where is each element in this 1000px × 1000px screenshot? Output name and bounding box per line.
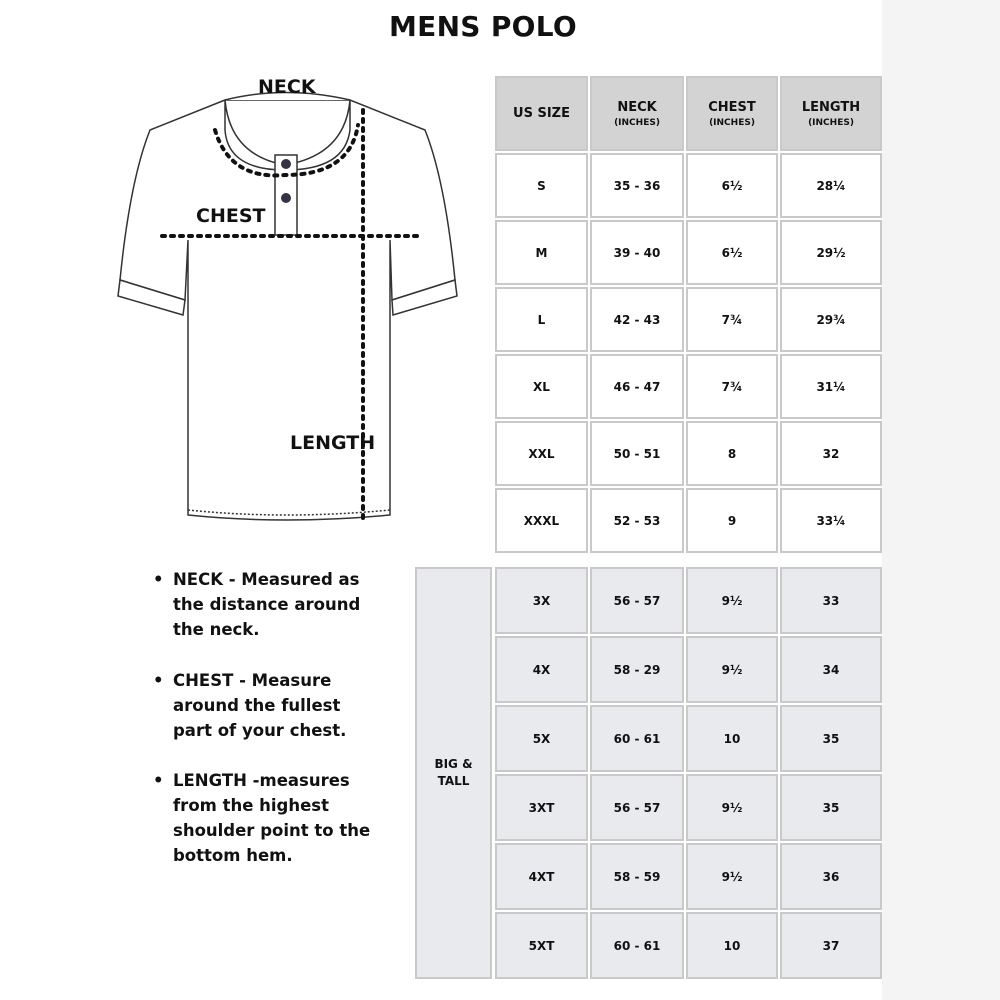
- table-cell-text: 3XT: [528, 800, 555, 815]
- table-cell: [686, 774, 778, 841]
- table-cell-text: 60 - 61: [613, 731, 661, 746]
- table-cell: [495, 220, 588, 285]
- table-cell-text: 34: [822, 662, 840, 677]
- table-cell-text: 10: [723, 938, 741, 953]
- table-cell-text: 28¼: [816, 178, 846, 193]
- table-cell-text: M: [535, 245, 548, 260]
- table-cell: [590, 843, 684, 910]
- table-cell-text: 8: [727, 446, 737, 461]
- table-cell-text: 58 - 59: [613, 869, 661, 884]
- table-cell: [780, 287, 882, 352]
- header-chest-text: CHEST: [708, 99, 756, 115]
- table-cell: [780, 774, 882, 841]
- table-cell-text: 4X: [532, 662, 551, 677]
- table-cell: [495, 843, 588, 910]
- header-chest: [686, 76, 778, 151]
- table-cell-text: 35: [822, 731, 840, 746]
- table-cell-text: XL: [533, 379, 550, 394]
- chest-label: CHEST: [196, 205, 266, 227]
- table-cell-text: 7¾: [721, 379, 743, 394]
- table-cell-text: 37: [822, 938, 840, 953]
- table-cell: [686, 287, 778, 352]
- table-cell-text: 3X: [532, 593, 551, 608]
- table-cell: [495, 912, 588, 979]
- polo-shirt-diagram: [100, 70, 480, 540]
- table-cell: [590, 287, 684, 352]
- table-cell: [495, 567, 588, 634]
- table-cell-text: 6½: [721, 178, 743, 193]
- table-cell: [590, 705, 684, 772]
- table-cell-text: 33: [822, 593, 840, 608]
- table-cell-text: 10: [723, 731, 741, 746]
- table-cell-text: 7¾: [721, 312, 743, 327]
- table-cell: [686, 567, 778, 634]
- table-cell-text: 29½: [816, 245, 846, 260]
- table-cell: [590, 912, 684, 979]
- table-cell-text: 50 - 51: [613, 446, 661, 461]
- table-cell-text: 56 - 57: [613, 593, 661, 608]
- table-cell-text: 9: [727, 513, 737, 528]
- page-title: MENS POLO: [388, 10, 577, 43]
- table-cell: [780, 354, 882, 419]
- table-cell: [780, 843, 882, 910]
- length-label: LENGTH: [290, 432, 376, 454]
- table-cell-text: 9½: [721, 800, 743, 815]
- table-cell-text: 39 - 40: [613, 245, 661, 260]
- table-cell-text: 60 - 61: [613, 938, 661, 953]
- table-cell: [495, 636, 588, 703]
- table-cell-text: 29¾: [816, 312, 846, 327]
- header-us-size-text: US SIZE: [513, 106, 570, 121]
- header-chest-unit: (INCHES): [709, 117, 755, 128]
- note-length: • LENGTH -measures from the highest shoulder point to the bottom hem.: [153, 768, 383, 868]
- table-cell: [495, 287, 588, 352]
- table-cell-text: 46 - 47: [613, 379, 661, 394]
- table-cell: [780, 488, 882, 553]
- table-cell-text: 6½: [721, 245, 743, 260]
- table-cell: [686, 705, 778, 772]
- header-length-text: LENGTH: [801, 99, 861, 115]
- table-cell: [780, 220, 882, 285]
- table-cell-text: 5X: [532, 731, 551, 746]
- note-chest: • CHEST - Measure around the fullest part of your chest.: [153, 668, 383, 743]
- table-cell-text: L: [537, 312, 546, 327]
- table-cell: [590, 774, 684, 841]
- table-cell-text: 35: [822, 800, 840, 815]
- note-neck: • NECK - Measured as the distance around the neck.: [153, 567, 383, 642]
- table-cell: [495, 354, 588, 419]
- table-cell: [495, 705, 588, 772]
- table-cell: [590, 567, 684, 634]
- table-cell: [495, 153, 588, 218]
- table-cell: [495, 421, 588, 486]
- table-cell-text: 52 - 53: [613, 513, 661, 528]
- table-cell-text: 5XT: [528, 938, 555, 953]
- table-cell: [686, 354, 778, 419]
- table-cell-text: 31¼: [816, 379, 846, 394]
- table-cell-text: 56 - 57: [613, 800, 661, 815]
- table-cell-text: 36: [822, 869, 840, 884]
- table-cell: [780, 912, 882, 979]
- header-neck-unit: (INCHES): [614, 117, 660, 128]
- table-cell-text: S: [537, 178, 546, 193]
- table-cell: [495, 774, 588, 841]
- table-cell: [780, 153, 882, 218]
- table-cell: [590, 153, 684, 218]
- side-strip: [882, 0, 1000, 1000]
- table-cell: [780, 421, 882, 486]
- table-cell-text: XXL: [528, 446, 555, 461]
- table-cell-text: 42 - 43: [613, 312, 661, 327]
- header-length-unit: (INCHES): [808, 117, 854, 128]
- table-cell: [686, 421, 778, 486]
- table-cell-text: 33¼: [816, 513, 846, 528]
- table-cell: [686, 153, 778, 218]
- table-cell: [780, 705, 882, 772]
- neck-label: NECK: [258, 76, 316, 98]
- table-cell-text: 32: [822, 446, 840, 461]
- table-cell: [590, 354, 684, 419]
- table-cell: [686, 220, 778, 285]
- table-cell: [495, 488, 588, 553]
- table-cell: [686, 488, 778, 553]
- big-tall-label-text: BIG & TALL: [434, 757, 473, 788]
- big-tall-label: [415, 567, 492, 979]
- table-cell: [686, 912, 778, 979]
- table-cell: [590, 421, 684, 486]
- table-cell: [686, 636, 778, 703]
- table-cell-text: 4XT: [528, 869, 555, 884]
- table-cell-text: 9½: [721, 593, 743, 608]
- table-cell-text: 58 - 29: [613, 662, 661, 677]
- table-cell: [780, 567, 882, 634]
- header-length: [780, 76, 882, 151]
- table-cell: [590, 636, 684, 703]
- table-cell: [590, 220, 684, 285]
- table-cell-text: XXXL: [523, 513, 560, 528]
- header-us-size: [495, 76, 588, 151]
- header-neck-text: NECK: [617, 99, 657, 115]
- table-cell-text: 9½: [721, 869, 743, 884]
- table-cell-text: 35 - 36: [613, 178, 661, 193]
- table-cell: [686, 843, 778, 910]
- table-cell: [590, 488, 684, 553]
- header-neck: [590, 76, 684, 151]
- table-cell: [780, 636, 882, 703]
- table-cell-text: 9½: [721, 662, 743, 677]
